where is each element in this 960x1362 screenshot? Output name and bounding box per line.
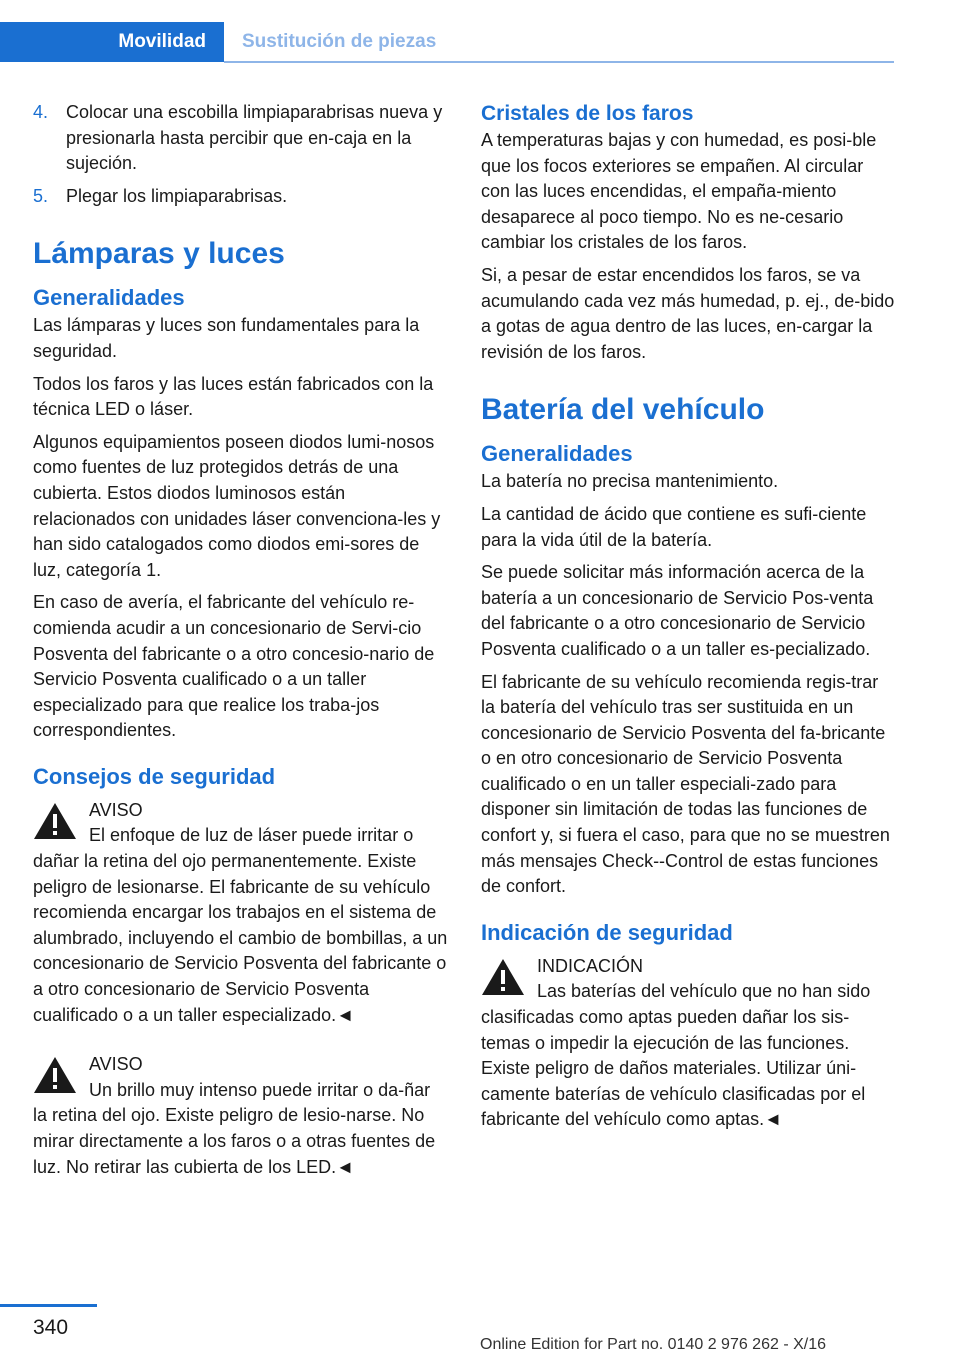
paragraph: La cantidad de ácido que contiene es sufi-ciente para la vida útil de la batería.	[481, 503, 867, 550]
paragraph: Las lámparas y luces son fundamentales para la seguridad.	[33, 315, 420, 361]
section-title-lamparas: Lámparas y luces	[33, 237, 285, 271]
warning-triangle-icon	[33, 802, 77, 840]
tab-sustitucion-piezas[interactable]: Sustitución de piezas	[242, 31, 437, 52]
list-text: Colocar una escobilla limpiaparabrisas nueva y presionarla hasta percibir que en-caja en la sujeción.	[66, 102, 443, 174]
warning-block	[33, 798, 449, 1028]
warning-triangle-icon	[33, 1056, 77, 1094]
list-text: Plegar los limpiaparabrisas.	[66, 185, 288, 206]
subsection-title-generalidades: Generalidades	[33, 285, 185, 311]
paragraph: La batería no precisa mantenimiento.	[481, 471, 779, 492]
subsection-title-indicacion: Indicación de seguridad	[481, 919, 733, 945]
notice-block	[481, 954, 897, 1133]
warning-text: Un brillo muy intenso puede irritar o da-ñar la retina del ojo. Existe peligro de lesio-narse. No mirar directamente a los faros o a otras fuentes de luz. No retirar las cubierta de los LED.◄	[33, 1079, 436, 1177]
paragraph: El fabricante de su vehículo recomienda regis-trar la batería del vehículo tras ser sustituida en un concesionario de Servicio Posventa del fa-bricante o en otro concesionario de Servicio Posventa cualificado o en un taller especiali-zado para disponer sin limitación de todas las funciones de confort y, si fuera el caso, para que no se muestren más mensajes Check--Control de estas funciones de confort.	[481, 671, 890, 897]
list-number: 4.	[33, 102, 49, 122]
section-title-bateria: Batería del vehículo	[481, 393, 765, 427]
list-number: 5.	[33, 185, 49, 206]
paragraph: En caso de avería, el fabricante del vehículo re-comienda acudir a un concesionario de Servi-cio Posventa del fabricante o a otro concesio-nario de Servicio Posventa cualificado o a un taller especializado para que realice los traba-jos correspondientes.	[33, 592, 435, 741]
paragraph: Se puede solicitar más información acerca de la batería a un concesionario de Servicio Pos-venta del fabricante o a otro concesionario de Servicio Posventa cualificado o a un taller es-pecializado.	[481, 562, 874, 659]
paragraph: Todos los faros y las luces están fabricados con la técnica LED o láser.	[33, 373, 434, 420]
warning-text: El enfoque de luz de láser puede irritar o dañar la retina del ojo permanentemente. Existe peligro de lesionarse. El fabricante de su vehículo recomienda encargar los trabajos en el sistema de alumbrado, incluyendo el cambio de bombillas, a un concesionario de Servicio Posventa del fabricante o a otro concesionario de Servicio Posventa cualificado o a un taller especializado.◄	[33, 825, 448, 1025]
warning-block	[33, 1052, 449, 1180]
footer-divider	[0, 1304, 97, 1307]
paragraph: A temperaturas bajas y con humedad, es posi-ble que los focos exteriores se empañen. Al circular con las luces encendidas, el empaña-miento desaparece al poco tiempo. No es ne-cesario cambiar los cristales de los faros.	[481, 130, 877, 253]
left-column	[33, 100, 449, 1204]
page-number: 340	[33, 1316, 69, 1339]
subsection-title-generalidades: Generalidades	[481, 441, 633, 467]
warning-title: AVISO	[89, 799, 143, 820]
tab-movilidad[interactable]: Movilidad	[0, 22, 224, 62]
page-header	[0, 0, 960, 62]
edition-note: Online Edition for Part no. 0140 2 976 262 - X/16	[480, 1336, 827, 1353]
subsection-title-consejos: Consejos de seguridad	[33, 763, 276, 789]
paragraph: Si, a pesar de estar encendidos los faros, se va acumulando cada vez más humedad, p. ej., de-bido a gotas de agua dentro de las luces, en-cargar la revisión de los faros.	[481, 264, 895, 362]
header-divider	[224, 61, 894, 63]
paragraph: Algunos equipamientos poseen diodos lumi-nosos como fuentes de luz protegidos detrás de una cubierta. Estos diodos luminosos están relacionados con unidades láser convenciona-les y han sido catalogados como diodos emi-sores de luz, categoría 1.	[33, 431, 441, 580]
right-column	[481, 100, 897, 1157]
list-item	[33, 184, 449, 210]
warning-title: AVISO	[89, 1054, 143, 1075]
notice-title: INDICACIÓN	[537, 955, 644, 976]
warning-triangle-icon	[481, 958, 525, 996]
list-item	[33, 100, 449, 177]
subsection-title-cristales: Cristales de los faros	[481, 102, 694, 125]
notice-text: Las baterías del vehículo que no han sido clasificadas como aptas pueden dañar los sis-temas o impedir la ejecución de las funciones. Existe peligro de daños materiales. Utilizar úni-camente baterías de vehículo clasificadas por el fabricante del vehículo como aptas.◄	[481, 981, 871, 1130]
